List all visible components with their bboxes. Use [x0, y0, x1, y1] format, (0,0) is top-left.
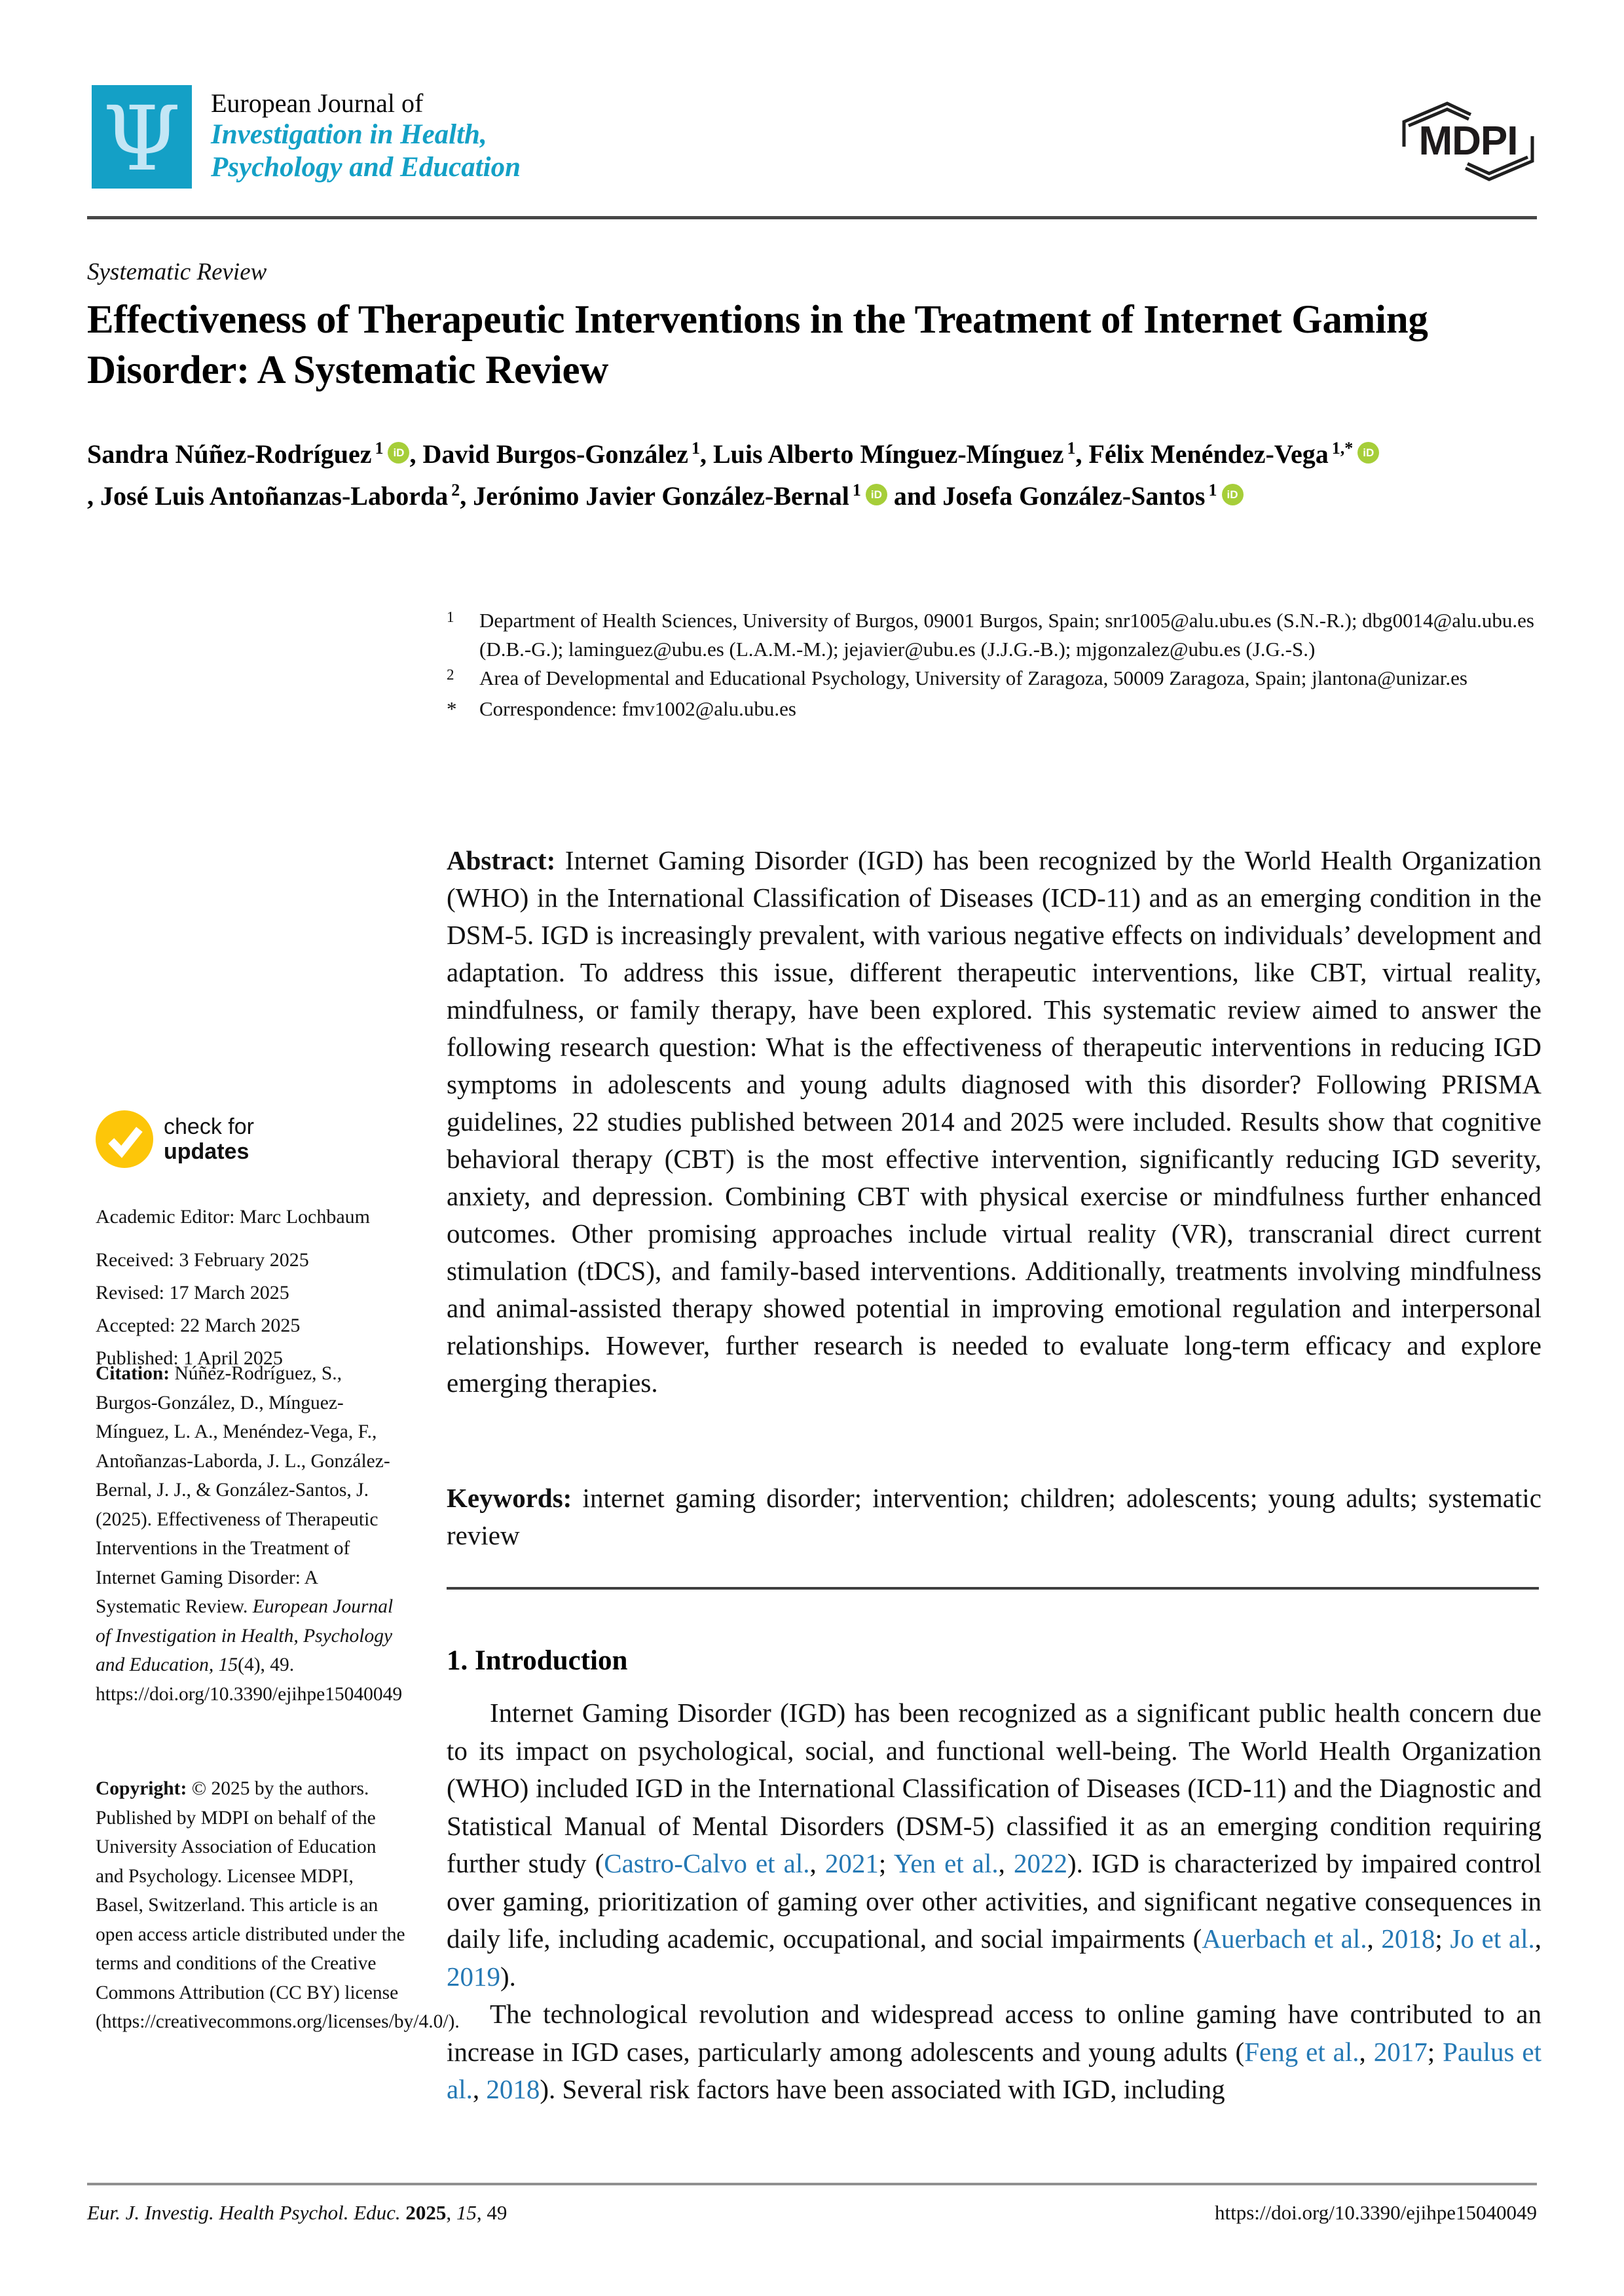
affiliation-marker-glyph: 2: [447, 666, 454, 683]
footer-volume: 15: [456, 2201, 477, 2224]
check-badge-text: [164, 1114, 254, 1164]
copyright-text: © 2025 by the authors. Published by MDPI on behalf of the University Association of Education and Psychology. Licensee MDPI, Basel, Switzerland. This article is an open access article distributed under the terms and conditions of the Creative Commons Attribution (CC BY) license (https://creativecommons.org/licenses/by/4.0/).: [96, 1778, 460, 2032]
citation-link[interactable]: 2017: [1373, 2036, 1428, 2067]
abstract-text: Internet Gaming Disorder (IGD) has been recognized by the World Health Organization (WHO) in the International Classification of Diseases (ICD-11) and as an emerging condition in the DSM-5. IGD is increasingly prevalent, with various negative effects on individuals’ development and adaptation. To address this issue, different therapeutic interventions, like CBT, virtual reality, mindfulness, or family therapy, have been explored. This systematic review aimed to answer the following research question: What is the effectiveness of therapeutic interventions in reducing IGD symptoms in adolescents and young adults diagnosed with this disorder? Following PRISMA guidelines, 22 studies published between 2014 and 2025 were included. Results show that cognitive behavioral therapy (CBT) is the most effective intervention, significantly reducing IGD severity, anxiety, and depression. Combining CBT with physical exercise or mindfulness further enhanced outcomes. Other promising approaches include virtual reality (VR), transcranial direct current stimulation (tDCS), and family-based interventions. Additionally, treatments involving mindfulness and animal-assisted therapy showed potential in improving emotional regulation and interpersonal relationships. However, further research is needed to evaluate long-term efficacy and explore emerging therapies.: [447, 845, 1541, 1398]
author-separator: ,: [700, 439, 713, 469]
journal-name-line1: European Journal of: [211, 88, 424, 118]
affiliation-text: Area of Developmental and Educational Psychology, University of Zaragoza, 50009 Zaragoza, Spain; jlantona@unizar.es: [479, 666, 1467, 689]
affiliations: [447, 606, 1539, 723]
body-text: Internet Gaming Disorder (IGD) has been recognized as a significant public health concern due to its impact on psychological, social, and functional well-being. The World Health Organization (WHO) included IGD in the International Classification of Diseases (ICD-11) and the Diagnostic and Statistical Manual of Mental Disorders (DSM-5) classified it as an emerging condition requiring further study (: [447, 1698, 1541, 1878]
psi-icon: Ψ: [102, 88, 181, 191]
author-affiliation-ref: 1: [1208, 481, 1217, 500]
body-text: ,: [472, 2074, 487, 2104]
citation-authors: Núñez-Rodríguez, S., Burgos-González, D., Mínguez-Mínguez, L. A., Menéndez-Vega, F., Antoñanzas-Laborda, J. L., González-Bernal, J. J., & González-Santos, J. (2025). Effectiveness of Therapeutic Interventions in the Treatment of Internet Gaming Disorder: A Systematic Review.: [96, 1363, 390, 1617]
citation-journal: European Journal of Investigation in Health, Psychology and Education, 15: [96, 1596, 394, 1675]
author-name: Félix Menéndez-Vega: [1088, 439, 1329, 469]
author-name: Josefa González-Santos: [942, 481, 1206, 511]
citation-link[interactable]: Castro-Calvo et al.: [604, 1848, 810, 1878]
body-text: ). Several risk factors have been associated with IGD, including: [540, 2074, 1225, 2104]
body-text: The technological revolution and widespread access to online gaming have contributed to an increase in IGD cases, particularly among adolescents and young adults (: [447, 1999, 1541, 2067]
author-separator: ,: [460, 481, 473, 511]
section-divider: [447, 1587, 1539, 1590]
body-text: ;: [878, 1848, 894, 1878]
author-name: Sandra Núñez-Rodríguez: [87, 439, 372, 469]
citation-link[interactable]: Auerbach et al.: [1202, 1923, 1367, 1954]
author-affiliation-ref: 1: [375, 439, 384, 458]
article-title: Effectiveness of Therapeutic Interventions in the Treatment of Internet Gaming Disorder: A Systematic Review: [87, 298, 1428, 392]
published-date: Published: 1 April 2025: [96, 1347, 283, 1369]
body-text: ,: [809, 1848, 825, 1878]
citation-link[interactable]: Feng et al.: [1244, 2036, 1359, 2067]
body-text: ,: [1534, 1923, 1541, 1954]
intro-paragraph-2: [447, 1995, 1541, 2109]
affiliation-row: [447, 664, 1539, 695]
orcid-icon[interactable]: iD: [1357, 442, 1379, 464]
academic-editor: Academic Editor: Marc Lochbaum: [96, 1206, 371, 1228]
citation-link[interactable]: 2018: [486, 2074, 540, 2104]
affiliation-row: [447, 606, 1539, 664]
affiliation-text: Correspondence: fmv1002@alu.ubu.es: [479, 697, 796, 720]
citation-link[interactable]: 2019: [447, 1961, 500, 1992]
footer-journal-abbrev: Eur. J. Investig. Health Psychol. Educ.: [87, 2201, 406, 2224]
footer-year: 2025: [405, 2201, 447, 2224]
copyright-label: Copyright:: [96, 1778, 187, 1799]
author-separator: and: [887, 481, 943, 511]
author-affiliation-ref: 1: [852, 481, 861, 500]
copyright-block: [96, 1774, 460, 2037]
citation-link[interactable]: Jo et al.: [1450, 1923, 1535, 1954]
check-icon: [96, 1110, 153, 1168]
accepted-date: Accepted: 22 March 2025: [96, 1315, 301, 1336]
citation-link[interactable]: Yen et al.: [893, 1848, 999, 1878]
author-affiliation-ref: 1: [1067, 439, 1076, 458]
citation-link[interactable]: 2021: [824, 1848, 879, 1878]
affiliation-text: Department of Health Sciences, University of Burgos, 09001 Burgos, Spain; snr1005@alu.ubu.es (S.N.-R.); dbg0014@alu.ubu.es (D.B.-G.); laminguez@ubu.es (L.A.M.-M.); jejavier@ubu.es (J.J.G.-B.); mjgonzalez@ubu.es (J.G.-S.): [479, 609, 1534, 661]
author-affiliation-ref: 1: [692, 439, 700, 458]
footer-rule: [87, 2183, 1537, 2185]
check-badge-line2: updates: [164, 1139, 249, 1164]
body-text: ). IGD is characterized by impaired control over gaming, prioritization of gaming over other activities, and significant negative consequences in daily life, including academic, occupational, and social impairments (: [447, 1848, 1541, 1954]
journal-name: [211, 89, 521, 184]
author-name: Luis Alberto Mínguez-Mínguez: [713, 439, 1064, 469]
author-affiliation-ref: 1,*: [1331, 439, 1354, 458]
orcid-icon[interactable]: iD: [866, 484, 887, 505]
citation-link[interactable]: Paulus et al.: [447, 2036, 1542, 2104]
orcid-icon[interactable]: iD: [1222, 484, 1244, 505]
journal-name-line2: Investigation in Health,: [211, 118, 487, 150]
doi-link[interactable]: https://doi.org/10.3390/ejihpe15040049: [1215, 2201, 1537, 2224]
author-separator: ,: [409, 439, 423, 469]
affiliation-marker: [447, 664, 479, 695]
citation-link[interactable]: 2018: [1381, 1923, 1435, 1954]
abstract-label: Abstract:: [447, 845, 556, 875]
check-for-updates-badge[interactable]: [96, 1110, 254, 1168]
introduction-body: [447, 1694, 1541, 2109]
article-history: [96, 1244, 309, 1375]
intro-paragraph-1: [447, 1694, 1541, 1995]
affiliation-marker: [447, 606, 479, 664]
header-rule: [87, 216, 1537, 219]
keywords-label: Keywords:: [447, 1483, 572, 1513]
orcid-icon[interactable]: iD: [388, 442, 409, 464]
authors-line: [87, 435, 1384, 519]
affiliation-row: [447, 695, 1539, 723]
body-text: ;: [1435, 1923, 1450, 1954]
author-name: Jerónimo Javier González-Bernal: [473, 481, 849, 511]
article-type: Systematic Review: [87, 259, 267, 285]
author-name: José Luis Antoñanzas-Laborda: [100, 481, 449, 511]
journal-name-line3: Psychology and Education: [211, 151, 521, 183]
received-date: Received: 3 February 2025: [96, 1249, 309, 1271]
citation-issue: (4), 49. https://doi.org/10.3390/ejihpe15040049: [96, 1654, 403, 1705]
revised-date: Revised: 17 March 2025: [96, 1282, 289, 1303]
body-text: ,: [998, 1848, 1014, 1878]
author-separator: ,: [87, 481, 100, 511]
footer-journal-ref: Eur. J. Investig. Health Psychol. Educ. 2025, 15, 49: [87, 2201, 507, 2224]
keywords-text: internet gaming disorder; intervention; children; adolescents; young adults; systematic review: [447, 1483, 1541, 1550]
body-text: ).: [500, 1961, 516, 1992]
citation-block: [96, 1359, 406, 1709]
check-badge-line1: check for: [164, 1114, 254, 1139]
affiliation-marker: [447, 695, 479, 723]
affiliation-marker-glyph: 1: [447, 609, 454, 625]
abstract: [447, 842, 1541, 1402]
citation-label: Citation:: [96, 1363, 170, 1384]
journal-logo: [92, 85, 192, 189]
mdpi-wordmark: MDPI: [1418, 118, 1518, 164]
author-affiliation-ref: 2: [451, 481, 460, 500]
body-text: ;: [1427, 2036, 1443, 2067]
section-heading-introduction: 1. Introduction: [447, 1645, 628, 1676]
affiliation-marker-glyph: *: [447, 697, 457, 720]
keywords: [447, 1480, 1541, 1554]
citation-link[interactable]: 2022: [1013, 1848, 1067, 1878]
author-separator: ,: [1075, 439, 1089, 469]
body-text: ,: [1367, 1923, 1382, 1954]
author-name: David Burgos-González: [422, 439, 688, 469]
body-text: ,: [1359, 2036, 1374, 2067]
mdpi-logo[interactable]: [1391, 96, 1545, 187]
